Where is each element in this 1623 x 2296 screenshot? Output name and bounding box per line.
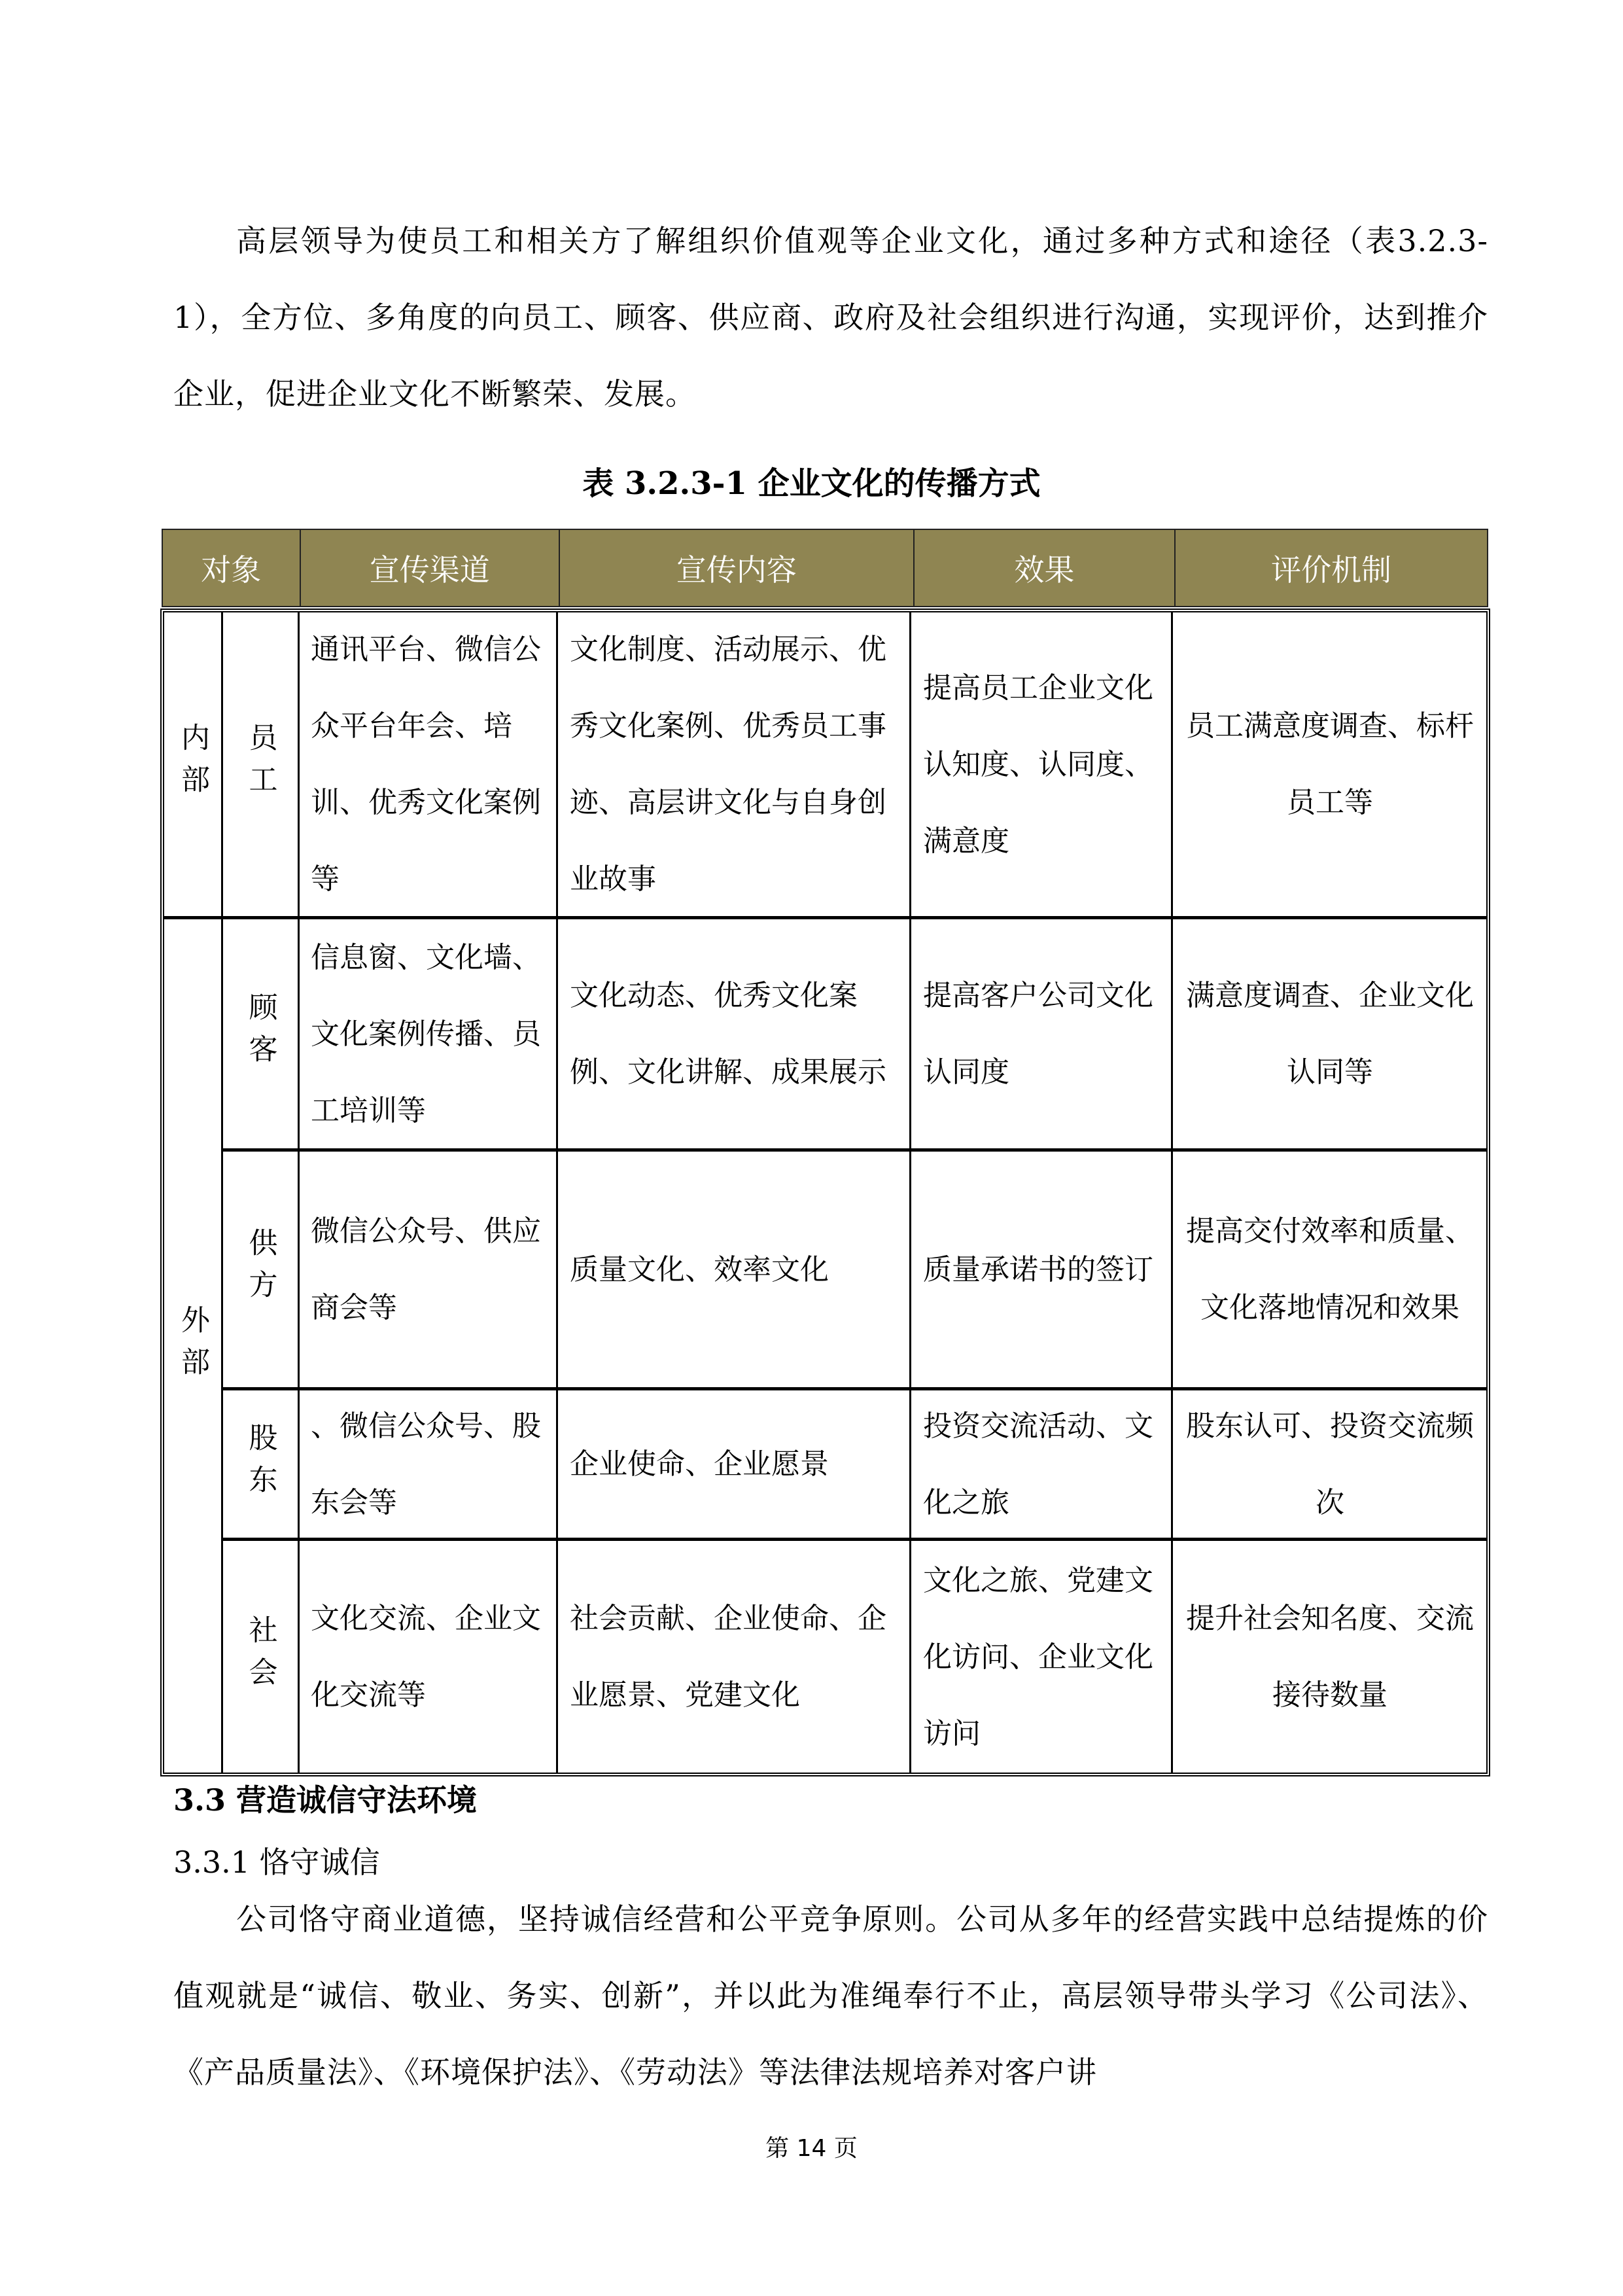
row-channel: 微信公众号、供应商会等 <box>311 1214 541 1324</box>
row-evaluation: 提高交付效率和质量、文化落地情况和效果 <box>1186 1214 1474 1324</box>
divider <box>1171 612 1173 1773</box>
row-evaluation: 员工满意度调查、标杆员工等 <box>1186 709 1474 819</box>
row-target: 股东 <box>243 1422 277 1506</box>
culture-table <box>160 609 1490 1776</box>
row-evaluation: 股东认可、投资交流频次 <box>1186 1409 1474 1519</box>
row-channel: 通讯平台、微信公众平台年会、培训、优秀文化案例等 <box>311 633 541 896</box>
table-header-row <box>162 529 1488 607</box>
intro-paragraph <box>173 203 1488 433</box>
header-evaluation: 评价机制 <box>1270 552 1391 588</box>
intro-text: 高层领导为使员工和相关方了解组织价值观等企业文化，通过多种方式和途径（表3.2.3-1），全方位、多角度的向员工、顾客、供应商、政府及社会组织进行沟通，实现评价，达到推介企业，促进企业文化不断繁荣、发展。 <box>173 223 1488 412</box>
row-content: 文化制度、活动展示、优秀文化案例、优秀员工事迹、高层讲文化与自身创业故事 <box>570 633 886 896</box>
group-external: 外部 <box>176 1304 209 1388</box>
subsection-heading: 3.3.1 恪守诚信 <box>173 1845 380 1880</box>
row-effect: 质量承诺书的签订 <box>923 1252 1153 1286</box>
header-content: 宣传内容 <box>560 530 915 606</box>
row-channel: 文化交流、企业文化交流等 <box>311 1602 541 1712</box>
header-effect: 效果 <box>915 530 1176 606</box>
body-paragraph <box>173 1881 1488 2111</box>
header-target: 对象 <box>163 530 301 606</box>
table-caption: 表 3.2.3-1 企业文化的传播方式 <box>582 465 1041 502</box>
row-target: 供方 <box>243 1227 277 1311</box>
page-number: 第 14 页 <box>765 2135 858 2162</box>
row-content: 质量文化、效率文化 <box>570 1252 829 1286</box>
row-effect: 提高员工企业文化认知度、认同度、满意度 <box>923 671 1153 858</box>
group-internal: 内部 <box>176 722 209 806</box>
row-channel: 、微信公众号、股东会等 <box>311 1409 541 1519</box>
divider <box>909 612 911 1773</box>
row-target: 顾客 <box>243 992 277 1076</box>
row-content: 文化动态、优秀文化案例、文化讲解、成果展示 <box>570 979 886 1089</box>
row-target: 社会 <box>243 1615 277 1699</box>
row-target: 员工 <box>243 722 277 806</box>
divider <box>556 612 558 1773</box>
header-channel: 宣传渠道 <box>301 530 560 606</box>
row-effect: 文化之旅、党建文化访问、企业文化访问 <box>923 1563 1153 1750</box>
row-evaluation: 满意度调查、企业文化认同等 <box>1186 979 1474 1089</box>
section-heading: 3.3 营造诚信守法环境 <box>173 1782 478 1818</box>
body-text: 公司恪守商业道德，坚持诚信经营和公平竞争原则。公司从多年的经营实践中总结提炼的价值观就是“诚信、敬业、务实、创新”，并以此为准绳奉行不止，高层领导带头学习《公司法》、《产品质量法》、《环境保护法》、《劳动法》等法律法规培养对客户讲 <box>173 1901 1488 2090</box>
row-effect: 投资交流活动、文化之旅 <box>923 1409 1153 1519</box>
row-effect: 提高客户公司文化认同度 <box>923 979 1153 1089</box>
row-channel: 信息窗、文化墙、文化案例传播、员工培训等 <box>311 940 541 1127</box>
row-content: 企业使命、企业愿景 <box>570 1447 829 1481</box>
row-evaluation: 提升社会知名度、交流接待数量 <box>1186 1602 1474 1712</box>
row-content: 社会贡献、企业使命、企业愿景、党建文化 <box>570 1602 886 1712</box>
